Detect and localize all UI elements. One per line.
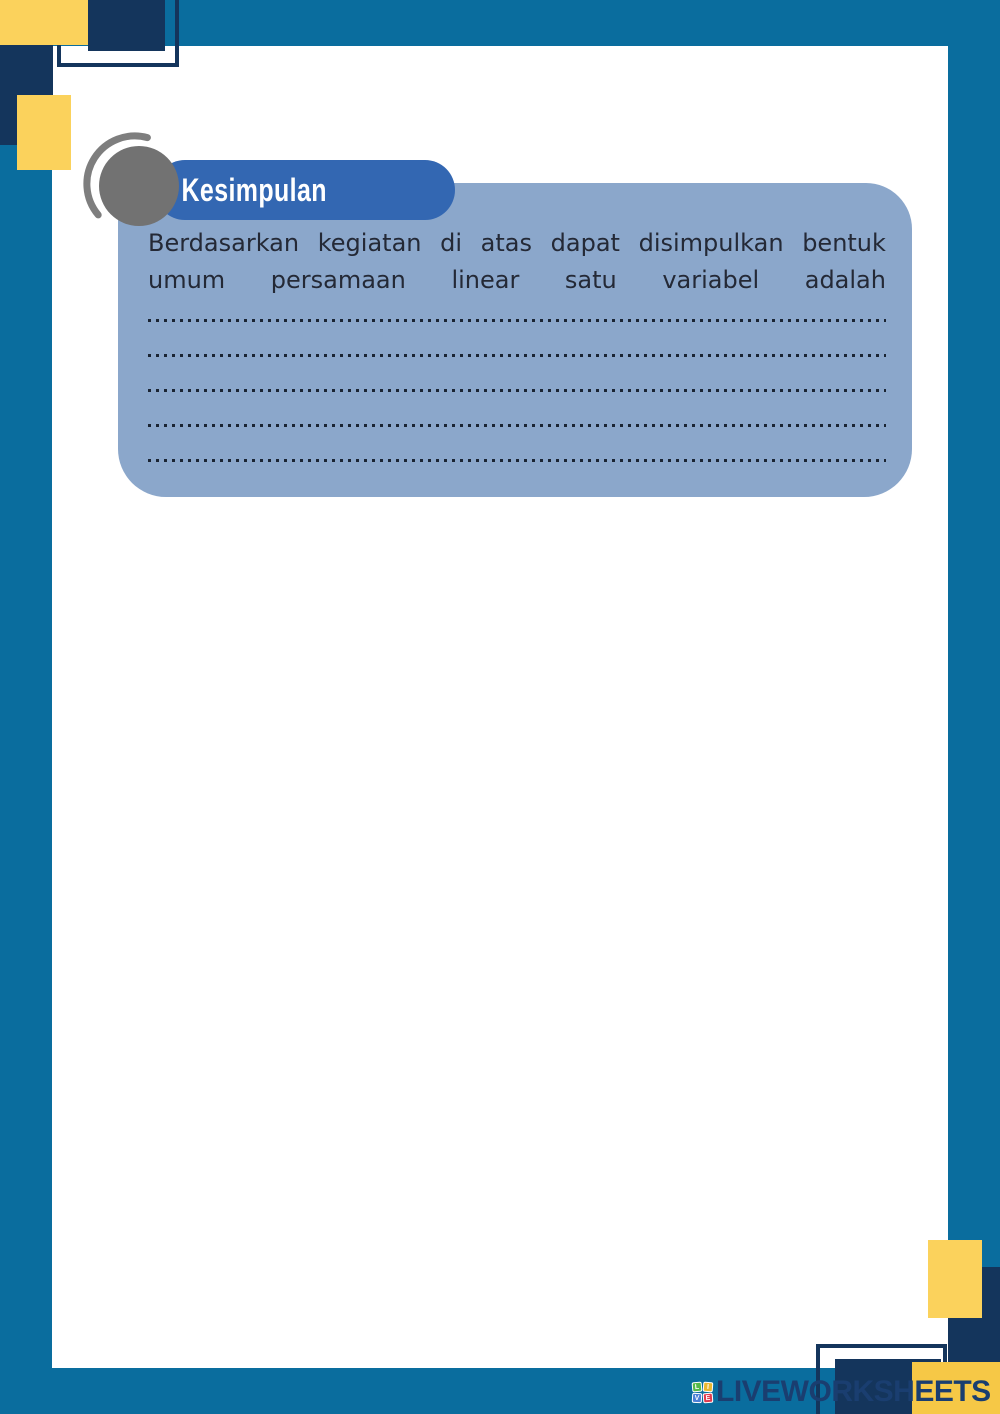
section-title: Kesimpulan xyxy=(181,172,327,208)
word: Berdasarkan xyxy=(148,228,300,257)
instruction-paragraph xyxy=(148,224,886,298)
answer-line[interactable] xyxy=(148,354,886,357)
logo-letter-square: I xyxy=(703,1381,714,1392)
frame-border-left xyxy=(0,0,52,1414)
corner-navy-rect-top xyxy=(88,0,165,51)
instruction-text-line-1 xyxy=(148,224,886,261)
word: di xyxy=(440,228,463,257)
corner-yellow-rect-top-left xyxy=(0,0,88,45)
word: dapat xyxy=(550,228,620,257)
answer-area xyxy=(148,319,886,494)
instruction-text-line-2 xyxy=(148,261,886,298)
word: linear xyxy=(451,265,520,294)
corner-yellow-square-left xyxy=(17,95,71,170)
answer-line[interactable] xyxy=(148,319,886,322)
corner-yellow-rect-bottom-right xyxy=(928,1240,982,1318)
answer-line[interactable] xyxy=(148,389,886,392)
word: bentuk xyxy=(802,228,886,257)
word: variabel xyxy=(662,265,760,294)
word: satu xyxy=(564,265,617,294)
arc-ring-decoration xyxy=(78,128,198,228)
frame-border-right xyxy=(948,0,1000,1414)
logo-letter-square: E xyxy=(703,1392,714,1403)
liveworksheets-wordmark: LIVEWORKSHEETS xyxy=(716,1375,991,1408)
section-header-pill xyxy=(155,160,455,220)
logo-letter-square: L xyxy=(692,1381,703,1392)
word: kegiatan xyxy=(317,228,422,257)
answer-line[interactable] xyxy=(148,459,886,462)
word: persamaan xyxy=(270,265,406,294)
logo-letter-square: V xyxy=(692,1392,703,1403)
word: adalah xyxy=(804,265,886,294)
answer-line[interactable] xyxy=(148,424,886,427)
word: atas xyxy=(480,228,532,257)
word: disimpulkan xyxy=(638,228,784,257)
liveworksheets-brand[interactable] xyxy=(692,1370,991,1414)
word: umum xyxy=(148,265,226,294)
liveworksheets-logo-icon xyxy=(692,1382,713,1403)
